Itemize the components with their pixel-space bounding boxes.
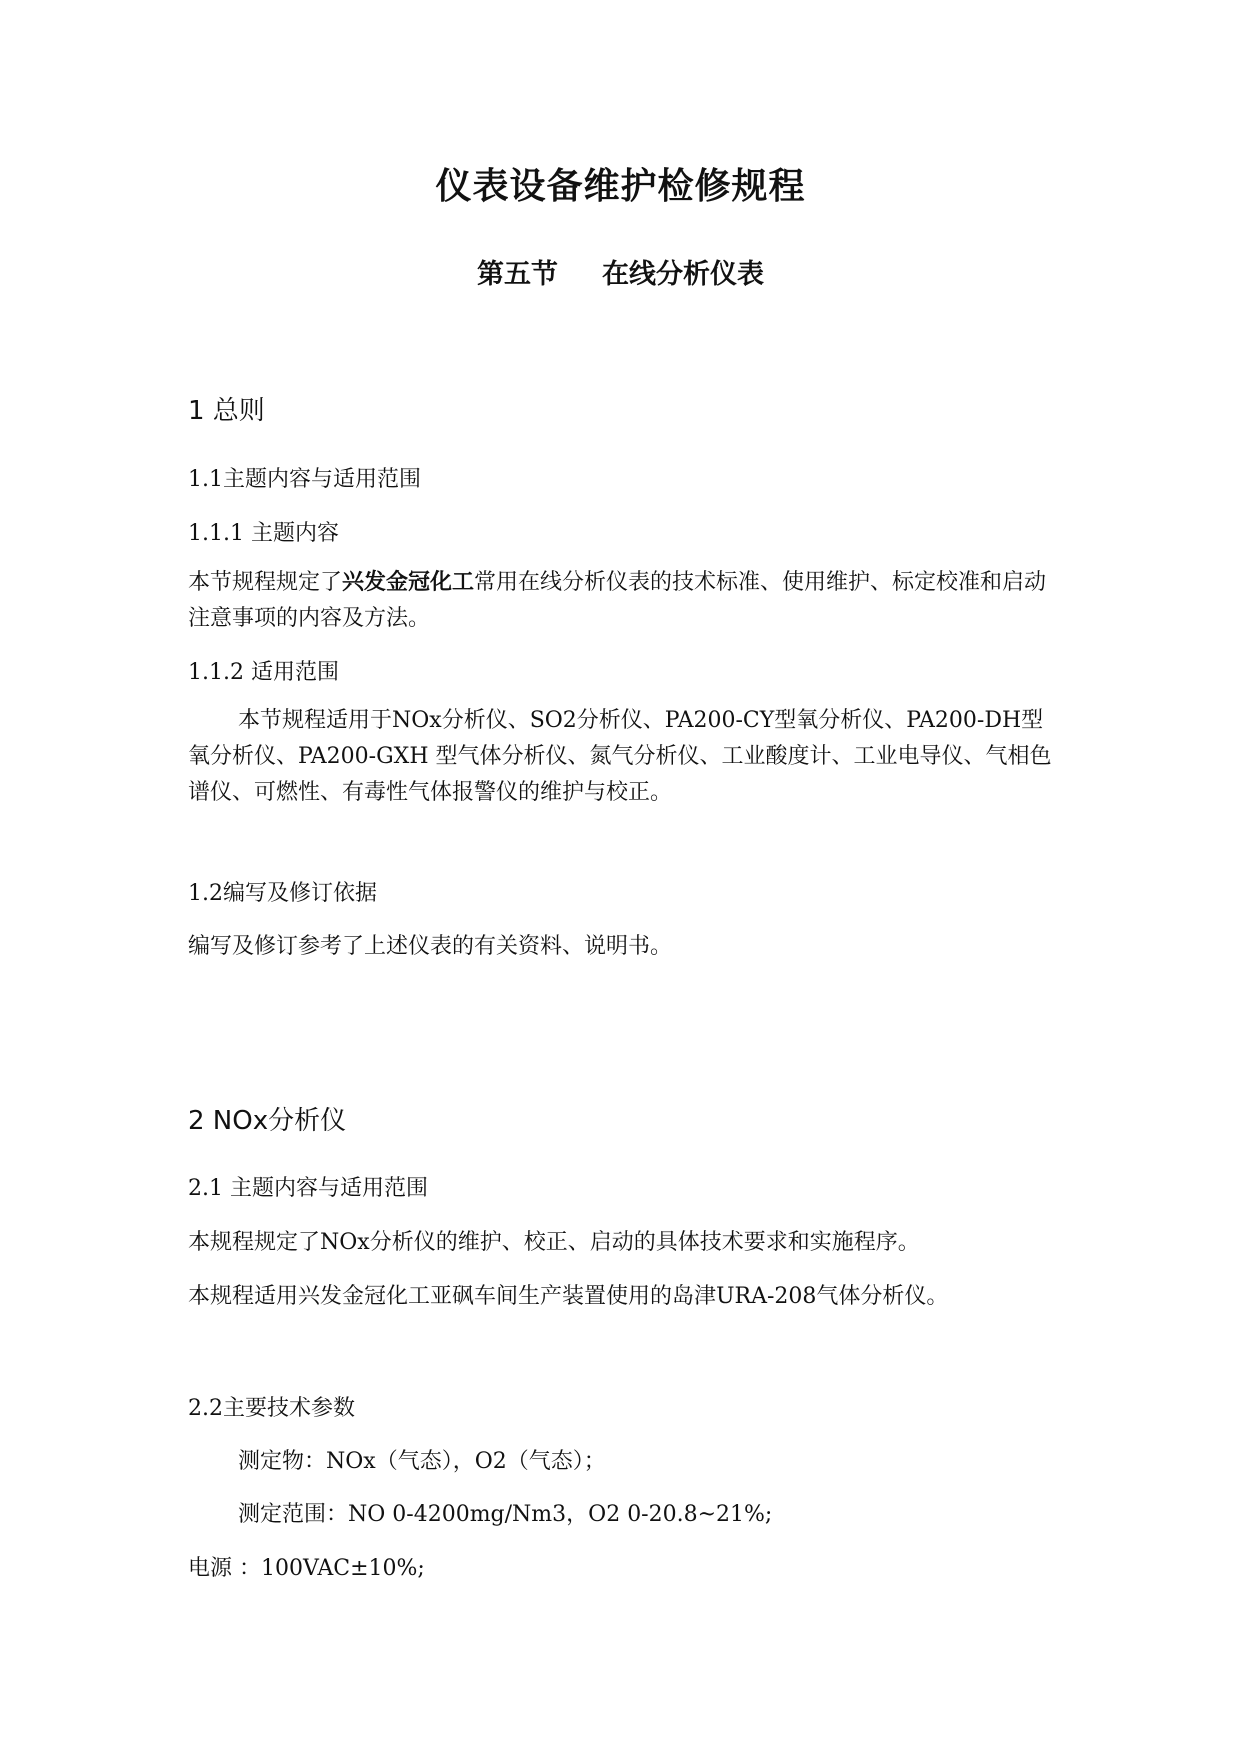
param-measurement-range: 测定范围：NO 0-4200mg/Nm3，O2 0-20.8~21%;: [238, 1502, 773, 1527]
heading-2-1: 2.1 主题内容与适用范围: [188, 1176, 428, 1201]
heading-1-1-2: 1.1.2 适用范围: [188, 660, 339, 685]
heading-1-2: 1.2编写及修订依据: [188, 881, 377, 906]
heading-general: 1 总则: [188, 396, 265, 426]
paragraph-references: 编写及修订参考了上述仪表的有关资料、说明书。: [188, 934, 673, 959]
paragraph-scope-content: [188, 565, 1058, 637]
paragraph-nox-scope: 本规程规定了NOx分析仪的维护、校正、启动的具体技术要求和实施程序。: [188, 1230, 920, 1255]
paragraph-scope-application: 本节规程适用于NOx分析仪、SO2分析仪、PA200-CY型氧分析仪、PA200-DH型氧分析仪、PA200-GXH 型气体分析仪、氮气分析仪、工业酸度计、工业电导仪、气相色谱仪、可燃性、有毒性气体报警仪的维护与校正。: [188, 708, 1052, 805]
heading-nox-analyzer: 2 NOx分析仪: [188, 1106, 347, 1136]
section-label: 第五节: [477, 259, 558, 290]
heading-2-2: 2.2主要技术参数: [188, 1396, 355, 1421]
heading-1-1: 1.1主题内容与适用范围: [188, 467, 421, 492]
paragraph-nox-application: 本规程适用兴发金冠化工亚砜车间生产装置使用的岛津URA-208气体分析仪。: [188, 1284, 949, 1309]
section-name: 在线分析仪表: [602, 259, 764, 290]
document-title: 仪表设备维护检修规程: [435, 166, 806, 207]
param-measured-substance: 测定物：NOx（气态），O2（气态）；: [238, 1449, 606, 1474]
paragraph-text: 常用在线分析仪表的技术标准、使用维护、标定校准和启动注意事项的内容及方法。: [188, 570, 1047, 631]
heading-1-1-1: 1.1.1 主题内容: [188, 521, 339, 546]
paragraph-text: 本节规程规定了: [188, 570, 343, 595]
param-power-supply: 电源 ：100VAC±10%;: [188, 1556, 425, 1581]
section-title: [0, 252, 1241, 291]
company-name: 兴发金冠化工: [342, 570, 475, 595]
